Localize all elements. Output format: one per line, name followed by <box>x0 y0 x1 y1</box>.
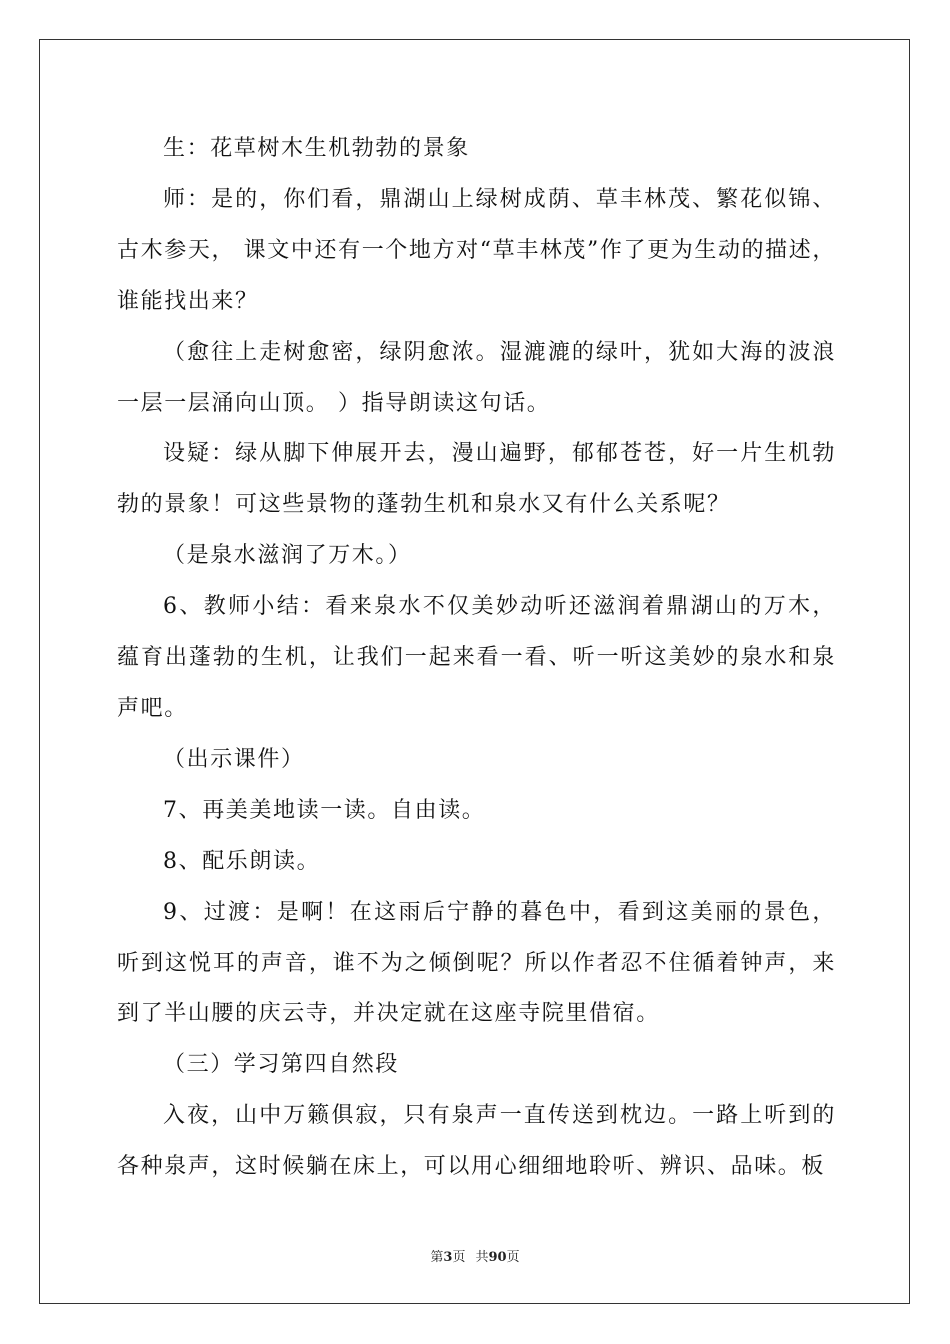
page-prefix: 第 <box>430 1250 444 1265</box>
paragraph-8: 7、再美美地读一读。自由读。 <box>163 797 486 823</box>
document-body <box>117 124 836 1193</box>
page-number: 3 <box>443 1250 453 1265</box>
total-prefix: 共 <box>475 1250 489 1265</box>
total-pages: 90 <box>488 1250 507 1265</box>
paragraph-7: （出示课件） <box>163 746 305 772</box>
page-suffix: 页 <box>452 1250 466 1265</box>
paragraph-4: 设疑：绿从脚下伸展开去，漫山遍野，郁郁苍苍，好一片生机勃勃的景象！可这些景物的蓬勃生机和泉水又有什么关系呢？ <box>117 441 836 518</box>
total-suffix: 页 <box>506 1250 520 1265</box>
paragraph-5: （是泉水滋润了万木。） <box>163 543 412 569</box>
paragraph-2: 师：是的，你们看，鼎湖山上绿树成荫、草丰林茂、繁花似锦、古木参天， 课文中还有一个地方对“草丰林茂”作了更为生动的描述，谁能找出来？ <box>117 186 836 314</box>
paragraph-12: 入夜，山中万籁俱寂，只有泉声一直传送到枕边。一路上听到的各种泉声，这时候躺在床上，可以用心细细地聆听、辨识、品味。板 <box>117 1103 836 1180</box>
page-footer <box>0 1246 950 1265</box>
paragraph-6: 6、教师小结：看来泉水不仅美妙动听还滋润着鼎湖山的万木，蕴育出蓬勃的生机，让我们一起来看一看、听一听这美妙的泉水和泉声吧。 <box>117 594 836 721</box>
paragraph-1: 生：花草树木生机勃勃的景象 <box>163 136 470 161</box>
paragraph-9: 8、配乐朗读。 <box>163 848 321 874</box>
paragraph-10: 9、过渡：是啊！在这雨后宁静的暮色中，看到这美丽的景色，听到这悦耳的声音，谁不为之倾倒呢？所以作者忍不住循着钟声，来到了半山腰的庆云寺，并决定就在这座寺院里借宿。 <box>117 899 836 1027</box>
paragraph-11: （三）学习第四自然段 <box>163 1052 400 1078</box>
paragraph-3: （愈往上走树愈密，绿阴愈浓。湿漉漉的绿叶，犹如大海的波浪一层一层涌向山顶。 ）指导朗读这句话。 <box>117 339 836 416</box>
